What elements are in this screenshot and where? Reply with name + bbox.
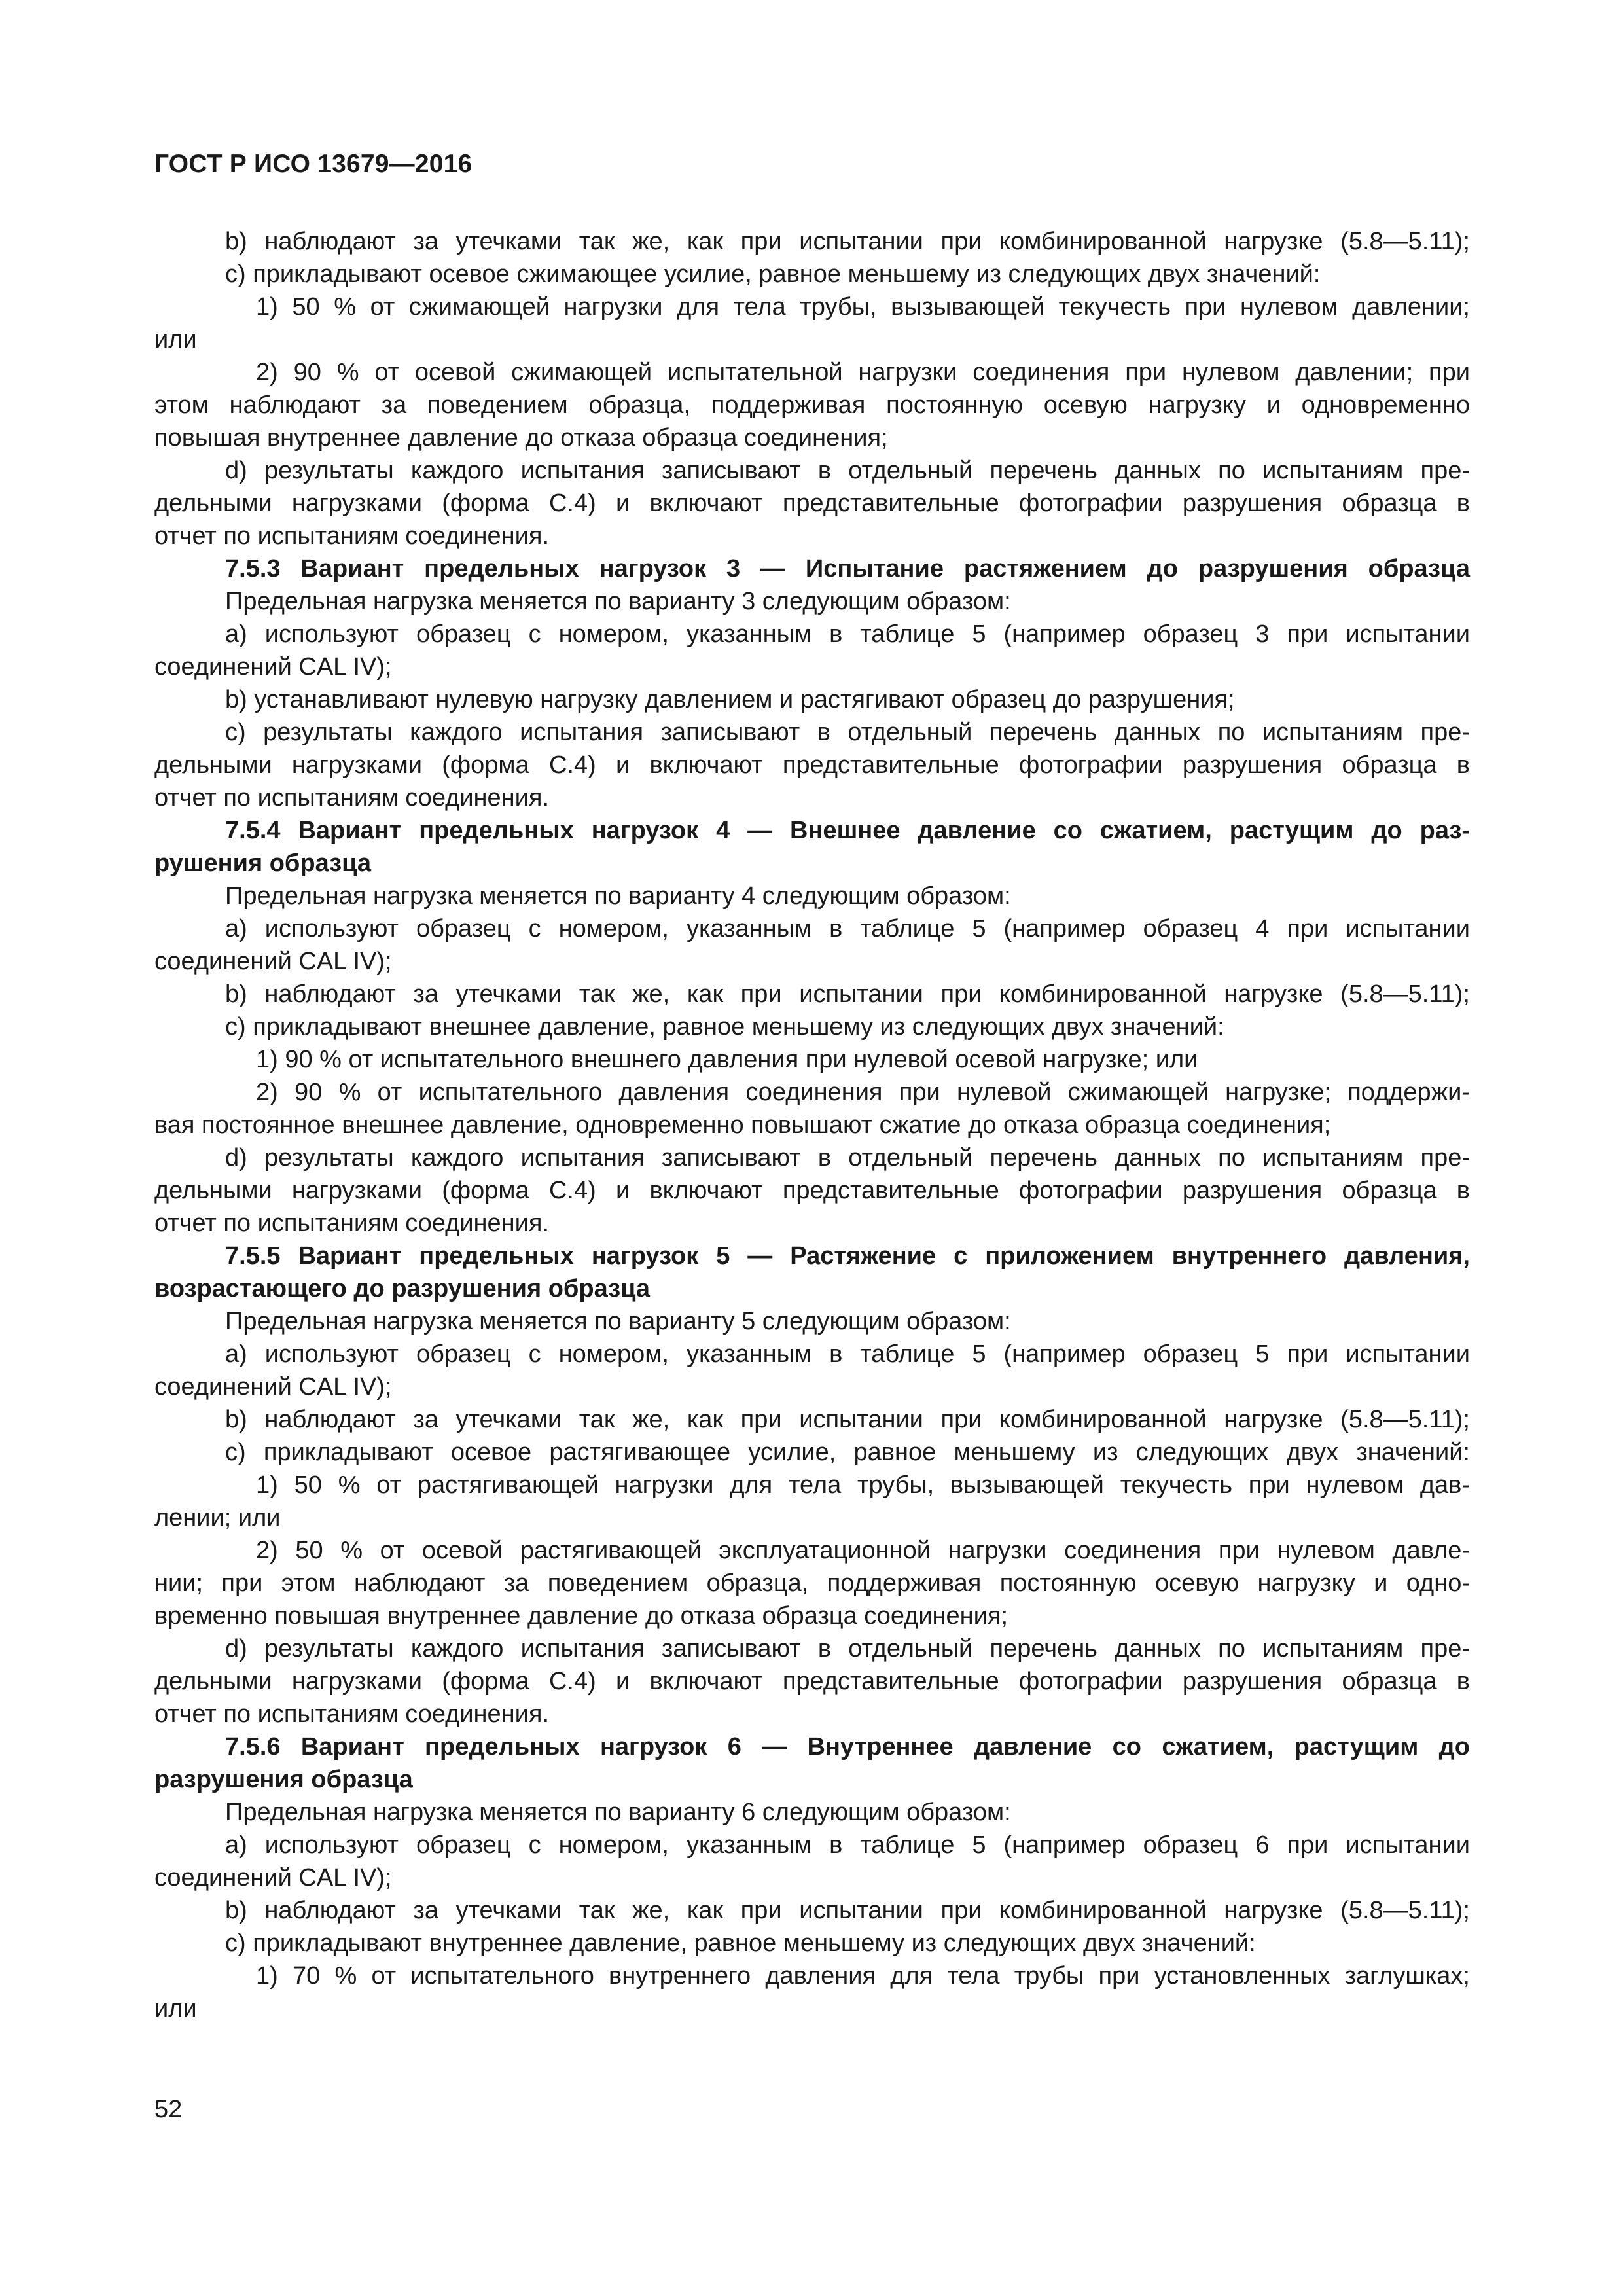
section-heading-7-5-6-cont: разрушения образца	[154, 1766, 413, 1793]
text-line: 1) 50 % от растягивающей нагрузки для тела трубы, вызывающей текучесть при нулевом дав-	[256, 1471, 1470, 1499]
text-line: дельными нагрузками (форма С.4) и включают представительные фотографии разрушения образца в	[154, 1668, 1470, 1695]
text-line: 2) 90 % от испытательного давления соединения при нулевой сжимающей нагрузке; поддержи-	[256, 1079, 1470, 1106]
text-line: отчет по испытаниям соединения.	[154, 1210, 550, 1237]
text-line: дельными нагрузками (форма С.4) и включают представительные фотографии разрушения образца в	[154, 490, 1470, 517]
text-line: a) используют образец с номером, указанным в таблице 5 (например образец 4 при испытании	[225, 915, 1470, 942]
section-heading-7-5-5: 7.5.5 Вариант предельных нагрузок 5 — Растяжение с приложением внутреннего давления,	[225, 1242, 1470, 1270]
text-line: c) результаты каждого испытания записывают в отдельный перечень данных по испытаниям пре-	[225, 719, 1470, 746]
text-line: 2) 90 % от осевой сжимающей испытательной нагрузки соединения при нулевом давлении; при	[256, 359, 1470, 386]
section-heading-7-5-6: 7.5.6 Вариант предельных нагрузок 6 — Внутреннее давление со сжатием, растущим до	[225, 1733, 1470, 1761]
text-line: a) используют образец с номером, указанным в таблице 5 (например образец 5 при испытании	[225, 1340, 1470, 1368]
text-line: соединений CAL IV);	[154, 1373, 392, 1401]
text-line: повышая внутреннее давление до отказа образца соединения;	[154, 424, 888, 452]
document-code-header: ГОСТ Р ИСО 13679—2016	[154, 150, 473, 178]
text-line: b) наблюдают за утечками так же, как при испытании при комбинированной нагрузке (5.8—5.11);	[225, 1897, 1470, 1924]
text-line: отчет по испытаниям соединения.	[154, 522, 550, 550]
text-line: d) результаты каждого испытания записывают в отдельный перечень данных по испытаниям пре-	[225, 1635, 1470, 1662]
text-line: или	[154, 1995, 197, 2022]
document-body	[154, 225, 1470, 2025]
text-line: b) устанавливают нулевую нагрузку давлением и растягивают образец до разрушения;	[225, 686, 1235, 713]
page-number: 52	[154, 2096, 183, 2123]
text-line: a) используют образец с номером, указанным в таблице 5 (например образец 3 при испытании	[225, 620, 1470, 648]
section-heading-7-5-5-cont: возрастающего до разрушения образца	[154, 1275, 651, 1302]
text-line: вая постоянное внешнее давление, одновременно повышают сжатие до отказа образца соединения;	[154, 1111, 1331, 1139]
text-line: соединений CAL IV);	[154, 948, 392, 975]
text-line: c) прикладывают осевое сжимающее усилие, равное меньшему из следующих двух значений:	[225, 260, 1321, 288]
text-line: b) наблюдают за утечками так же, как при испытании при комбинированной нагрузке (5.8—5.11);	[225, 228, 1470, 255]
text-line: c) прикладывают осевое растягивающее усилие, равное меньшему из следующих двух значений:	[225, 1439, 1470, 1466]
text-line: соединений CAL IV);	[154, 1864, 392, 1892]
text-line: b) наблюдают за утечками так же, как при испытании при комбинированной нагрузке (5.8—5.11);	[225, 980, 1470, 1008]
text-line: 1) 50 % от сжимающей нагрузки для тела трубы, вызывающей текучесть при нулевом давлении;	[256, 293, 1470, 321]
text-line: Предельная нагрузка меняется по варианту 6 следующим образом:	[225, 1799, 1011, 1826]
text-line: Предельная нагрузка меняется по варианту 3 следующим образом:	[225, 588, 1011, 615]
text-line: лении; или	[154, 1504, 281, 1532]
text-line: c) прикладывают внешнее давление, равное меньшему из следующих двух значений:	[225, 1013, 1224, 1041]
text-line: a) используют образец с номером, указанным в таблице 5 (например образец 6 при испытании	[225, 1831, 1470, 1859]
text-line: Предельная нагрузка меняется по варианту 5 следующим образом:	[225, 1308, 1011, 1335]
text-line: 1) 70 % от испытательного внутреннего давления для тела трубы при установленных заглушках;	[256, 1962, 1470, 1990]
text-line: 1) 90 % от испытательного внешнего давления при нулевой осевой нагрузке; или	[256, 1046, 1198, 1073]
text-line: временно повышая внутреннее давление до отказа образца соединения;	[154, 1602, 1008, 1630]
text-line: этом наблюдают за поведением образца, поддерживая постоянную осевую нагрузку и одновременно	[154, 391, 1470, 419]
text-line: 2) 50 % от осевой растягивающей эксплуатационной нагрузки соединения при нулевом давле-	[256, 1537, 1470, 1564]
section-heading-7-5-3: 7.5.3 Вариант предельных нагрузок 3 — Испытание растяжением до разрушения образца	[225, 555, 1470, 583]
text-line: дельными нагрузками (форма С.4) и включают представительные фотографии разрушения образца в	[154, 751, 1470, 779]
text-line: или	[154, 326, 197, 353]
text-line: отчет по испытаниям соединения.	[154, 1700, 550, 1728]
text-line: соединений CAL IV);	[154, 653, 392, 681]
text-line: c) прикладывают внутреннее давление, равное меньшему из следующих двух значений:	[225, 1929, 1256, 1957]
text-line: отчет по испытаниям соединения.	[154, 784, 550, 812]
text-line: b) наблюдают за утечками так же, как при испытании при комбинированной нагрузке (5.8—5.11);	[225, 1406, 1470, 1433]
text-line: нии; при этом наблюдают за поведением образца, поддерживая постоянную осевую нагрузку и одно-	[154, 1570, 1470, 1597]
text-line: d) результаты каждого испытания записывают в отдельный перечень данных по испытаниям пре-	[225, 1144, 1470, 1172]
text-line: дельными нагрузками (форма С.4) и включают представительные фотографии разрушения образца в	[154, 1177, 1470, 1204]
text-line: d) результаты каждого испытания записывают в отдельный перечень данных по испытаниям пре-	[225, 457, 1470, 484]
text-line: Предельная нагрузка меняется по варианту 4 следующим образом:	[225, 882, 1011, 910]
section-heading-7-5-4-cont: рушения образца	[154, 850, 372, 877]
section-heading-7-5-4: 7.5.4 Вариант предельных нагрузок 4 — Внешнее давление со сжатием, растущим до раз-	[225, 817, 1470, 844]
